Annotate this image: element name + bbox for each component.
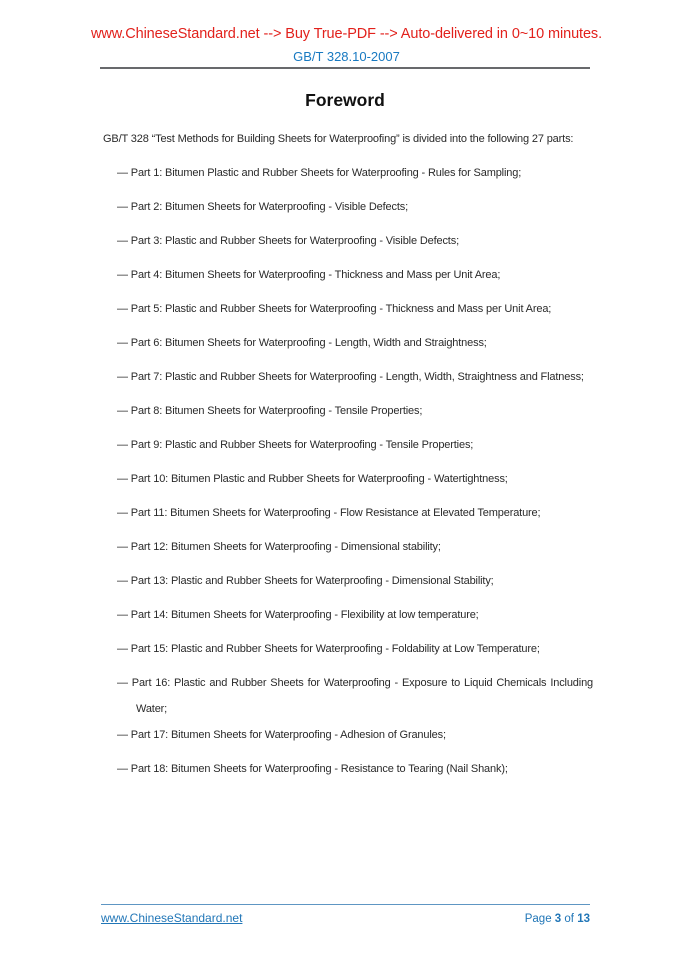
part-list-item: — Part 2: Bitumen Sheets for Waterproofing - Visible Defects; [117,201,409,213]
part-list-item: — Part 12: Bitumen Sheets for Waterproofing - Dimensional stability; [117,541,441,553]
part-list-item: — Part 6: Bitumen Sheets for Waterproofing - Length, Width and Straightness; [117,337,487,349]
part-list-item: — Part 10: Bitumen Plastic and Rubber Sheets for Waterproofing - Watertightness; [117,473,508,485]
part-list-item: — Part 3: Plastic and Rubber Sheets for Waterproofing - Visible Defects; [117,235,459,247]
page-footer [101,904,590,925]
part-list-item: — Part 18: Bitumen Sheets for Waterproofing - Resistance to Tearing (Nail Shank); [117,763,508,775]
page-indicator-of: of [564,913,574,925]
part-list-item: — Part 1: Bitumen Plastic and Rubber Sheets for Waterproofing - Rules for Sampling; [117,167,522,179]
parts-list [103,160,593,782]
part-list-item: — Part 7: Plastic and Rubber Sheets for Waterproofing - Length, Width, Straightness and Flatness; [117,371,584,383]
part-list-item: — Part 17: Bitumen Sheets for Waterproofing - Adhesion of Granules; [117,729,446,741]
header-divider [100,67,590,69]
footer-divider [101,904,590,905]
page-title: Foreword [305,90,385,110]
standard-code: GB/T 328.10-2007 [293,49,400,64]
intro-paragraph: GB/T 328 “Test Methods for Building Sheets for Waterproofing” is divided into the following 27 parts: [103,133,574,145]
part-list-item: — Part 15: Plastic and Rubber Sheets for Waterproofing - Foldability at Low Temperature; [117,643,540,655]
part-list-item: — Part 16: Plastic and Rubber Sheets for Waterproofing - Exposure to Liquid Chemicals Including Water; [117,677,593,715]
page-number: 3 [554,913,562,925]
part-list-item: — Part 14: Bitumen Sheets for Waterproofing - Flexibility at low temperature; [117,609,479,621]
part-list-item: — Part 13: Plastic and Rubber Sheets for Waterproofing - Dimensional Stability; [117,575,494,587]
page-indicator [525,913,590,925]
footer-website-link[interactable]: www.ChineseStandard.net [101,911,243,925]
part-list-item: — Part 9: Plastic and Rubber Sheets for Waterproofing - Tensile Properties; [117,439,474,451]
part-list-item: — Part 5: Plastic and Rubber Sheets for Waterproofing - Thickness and Mass per Unit Area; [117,303,552,315]
part-list-item: — Part 8: Bitumen Sheets for Waterproofing - Tensile Properties; [117,405,423,417]
part-list-item: — Part 4: Bitumen Sheets for Waterproofing - Thickness and Mass per Unit Area; [117,269,501,281]
page-indicator-prefix: Page [524,913,552,925]
document-body [103,126,593,790]
page-total: 13 [577,913,590,925]
part-list-item: — Part 11: Bitumen Sheets for Waterproofing - Flow Resistance at Elevated Temperature; [117,507,541,519]
promo-banner-text: www.ChineseStandard.net --> Buy True-PDF --> Auto-delivered in 0~10 minutes. [90,26,603,42]
